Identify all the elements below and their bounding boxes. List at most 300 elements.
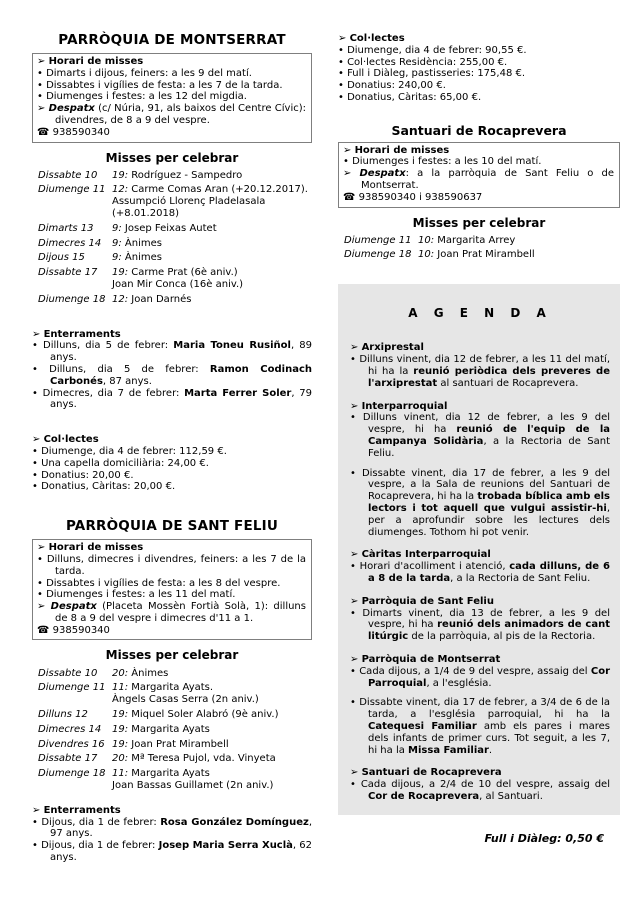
agenda-box <box>338 284 620 814</box>
bullet-line <box>32 340 312 364</box>
bullet-icon: • <box>338 68 348 80</box>
text-segment: Cada dijous, a 1/4 de 9 del vespre, assaig del <box>359 665 591 677</box>
text-segment: , 87 anys. <box>102 375 152 387</box>
text-segment: Maria Toneu Rusiñol <box>173 340 291 352</box>
left-column <box>32 33 312 864</box>
arrow-icon: ➢ <box>350 595 362 607</box>
bullet-icon: • <box>32 457 42 469</box>
text-segment: Despatx <box>48 103 95 115</box>
mass-entry-line <box>112 252 312 264</box>
mass-row <box>38 739 312 751</box>
text-segment: Horari de misses <box>48 542 144 554</box>
text-segment: Cor Parroquial <box>368 665 610 689</box>
rocaprevera-masses-table <box>338 235 620 262</box>
mass-entry <box>418 249 620 261</box>
text-segment: (Placeta Mossèn Fortià Solà, 1): dilluns de 8 a 9 del vespre i dimecres d'11 a 1. <box>55 601 306 624</box>
text-segment: 19: <box>112 709 129 721</box>
text-segment: Ànimes <box>121 237 162 249</box>
mass-entry-line <box>112 682 312 694</box>
bullet-line <box>32 840 312 864</box>
heading-line <box>37 56 306 68</box>
rocaprevera-hours-box <box>338 142 620 208</box>
bulletin-price-footer: Full i Diàleg: 0,50 € <box>484 831 604 845</box>
bullet-line <box>338 68 620 80</box>
mass-entry-line <box>112 694 312 706</box>
heading-line <box>37 542 306 554</box>
bullet-icon: • <box>350 354 360 366</box>
text-segment: 10: <box>418 234 435 246</box>
mass-entry <box>112 724 312 736</box>
text-segment: 11: <box>112 682 129 694</box>
text-segment: Parròquia de Montserrat <box>361 653 501 665</box>
bullet-line <box>350 608 610 643</box>
bullet-icon: • <box>350 697 360 709</box>
bullet-icon: • <box>37 67 47 79</box>
bullet-icon: • <box>32 840 42 852</box>
text-segment: Col·lectes <box>349 33 405 44</box>
bullet-line <box>338 80 620 92</box>
bullet-icon: • <box>343 156 353 168</box>
mass-entry <box>112 753 312 765</box>
bullet-line <box>338 45 620 57</box>
text-segment: (+8.01.2018) <box>112 208 180 220</box>
text-segment: Joan Bassas Guillamet (2n aniv.) <box>112 780 274 792</box>
bullet-icon: • <box>338 56 348 68</box>
mass-row <box>38 753 312 765</box>
mass-day: Dimarts 13 <box>38 222 94 234</box>
mass-entry <box>112 709 312 721</box>
montserrat-masses-heading: Misses per celebrar <box>105 150 239 165</box>
text-segment: , a l'església. <box>426 677 492 689</box>
text-segment: Carme Prat (6è aniv.) <box>128 267 238 279</box>
bullet-icon: • <box>32 446 42 457</box>
text-segment: Ànimes <box>121 252 162 264</box>
mass-row <box>38 223 312 235</box>
mass-entry <box>112 252 312 264</box>
text-segment: Diumenges i festes: a les 11 del matí. <box>46 589 236 601</box>
bullet-line <box>350 697 610 756</box>
text-segment: amb els pares i mares dels infants de primer curs. Tot seguit, a les 7, hi ha la <box>368 720 610 756</box>
arrow-icon: ➢ <box>343 144 355 156</box>
text-segment: Joan Prat Mirambell <box>128 738 229 750</box>
text-segment: (c/ Núria, 91, als baixos del Centre Cívic): divendres, de 8 a 9 del vespre. <box>55 103 307 126</box>
mass-entry <box>112 668 312 680</box>
arrow-icon: ➢ <box>37 55 49 67</box>
rocaprevera-title: Santuari de Rocaprevera <box>391 122 567 138</box>
montserrat-title: PARRÒQUIA DE MONTSERRAT <box>58 32 286 48</box>
mass-entry <box>112 682 312 706</box>
bullet-icon: • <box>32 469 42 481</box>
bullet-line <box>350 666 610 690</box>
text-segment: de la parròquia, al pis de la Rectoria. <box>408 631 596 643</box>
bullet-line <box>37 578 306 590</box>
agenda-section <box>350 549 610 584</box>
agenda-section <box>350 342 610 389</box>
mass-entry <box>112 223 312 235</box>
text-segment: Donatius: 240,00 €. <box>347 80 446 92</box>
mass-day: Dissabte 17 <box>38 267 98 279</box>
bullet-icon: • <box>37 79 47 91</box>
text-segment: Dissabte vinent, dia 17 de febrer, a 3/4 de 6 de la tarda, a l'església parroquial, hi ha la <box>359 697 610 721</box>
bullet-icon: • <box>338 80 348 92</box>
montserrat-masses-table <box>32 170 312 306</box>
mass-row <box>344 249 620 261</box>
mass-entry-line <box>112 208 312 220</box>
mass-row <box>38 170 312 182</box>
bullet-line <box>350 412 610 459</box>
montserrat-collectes-section <box>32 434 312 493</box>
text-segment: Carme Comas Aran (+20.12.2017). <box>128 184 308 196</box>
bullet-line <box>37 589 306 601</box>
bullet-line <box>37 68 306 80</box>
phone-icon: ☎ <box>37 126 53 138</box>
text-segment: Dissabtes i vigílies de festa: a les 7 de la tarda. <box>46 79 283 91</box>
santfeliu-collectes-section <box>338 33 620 104</box>
text-segment: , al Santuari. <box>479 790 543 802</box>
heading-line <box>37 601 306 625</box>
mass-entry-line <box>112 184 312 196</box>
text-segment: Dimarts vinent, dia 13 de febrer, a les 9 del vespre, hi ha <box>362 607 610 631</box>
mass-entry-line <box>112 668 312 680</box>
mass-day: Diumenge 18 <box>38 768 106 780</box>
text-segment: 938590340 i 938590637 <box>358 191 483 203</box>
mass-day: Dilluns 12 <box>38 709 88 721</box>
text-segment: Josep Feixas Autet <box>121 222 217 234</box>
text-segment: , 89 anys. <box>50 340 313 364</box>
text-segment: 11: <box>112 768 129 780</box>
bullet-line <box>32 364 312 388</box>
text-segment: 938590340 <box>52 624 110 636</box>
santfeliu-masses-heading: Misses per celebrar <box>105 648 239 663</box>
text-segment: Marta Ferrer Soler <box>184 387 292 399</box>
arrow-icon: ➢ <box>32 804 44 816</box>
text-segment: , 97 anys. <box>50 816 313 840</box>
text-segment: Diumenge, dia 4 de febrer: 112,59 €. <box>41 446 227 457</box>
right-column <box>338 33 620 864</box>
text-segment: 9: <box>112 237 122 249</box>
mass-row <box>38 184 312 219</box>
text-segment: cada dilluns, de 6 a 8 de la tarda <box>368 561 611 584</box>
agenda-title: A G E N D A <box>408 306 552 321</box>
bullet-line <box>32 817 312 841</box>
mass-day: Diumenge 11 <box>344 234 412 246</box>
arrow-icon: ➢ <box>350 342 362 354</box>
text-segment: Dilluns, dia 5 de febrer: <box>49 364 210 376</box>
bullet-line <box>350 561 610 585</box>
text-segment: Miquel Soler Alabró (9è aniv.) <box>128 709 279 721</box>
bullet-line <box>37 91 306 103</box>
mass-entry <box>112 170 312 182</box>
text-segment: Dilluns, dia 5 de febrer: <box>43 340 174 352</box>
bullet-icon: • <box>32 481 42 493</box>
text-segment: 9: <box>112 252 122 264</box>
text-segment: Margarita Ayats. <box>128 682 214 694</box>
text-segment: Horari d'acolliment i atenció, <box>359 561 510 573</box>
text-segment: trobada bíblica amb els lectors i tot aquell que vulgui assistir-hi <box>368 491 611 514</box>
mass-row <box>344 235 620 247</box>
bullet-line <box>32 458 312 470</box>
text-segment: Arxiprestal <box>361 342 424 354</box>
mass-entry <box>112 739 312 751</box>
mass-entry-line <box>112 780 312 792</box>
heading-line <box>350 596 610 608</box>
mass-day: Divendres 16 <box>38 738 105 750</box>
mass-entry <box>112 267 312 291</box>
text-segment: Catequesi Familiar <box>368 720 477 732</box>
text-segment: Dissabte vinent, dia 17 de febrer, a les 9 del vespre, a la Sala de reunions del Santuari de Rocaprevera, hi ha la <box>361 467 611 503</box>
text-segment: Enterraments <box>43 804 121 816</box>
mass-row <box>38 724 312 736</box>
mass-entry <box>112 184 312 219</box>
bullet-line <box>350 468 610 539</box>
bullet-icon: • <box>32 387 43 399</box>
arrow-icon: ➢ <box>338 33 350 44</box>
bullet-icon: • <box>350 467 362 479</box>
text-segment: . <box>488 744 493 756</box>
mass-entry-line <box>112 724 312 736</box>
mass-entry-line <box>112 279 312 291</box>
heading-line <box>350 342 610 354</box>
arrow-icon: ➢ <box>350 767 362 779</box>
text-segment: Joan Mir Conca (16è aniv.) <box>112 279 244 291</box>
bullet-icon: • <box>350 607 363 619</box>
phone-icon: ☎ <box>37 624 53 636</box>
mass-entry-line <box>112 223 312 235</box>
text-segment: 20: <box>112 753 129 765</box>
bullet-icon: • <box>338 91 348 103</box>
text-segment: reunió de l'equip de la Campanya Solidària <box>368 424 611 447</box>
text-segment: Ramon Codinach Carbonés <box>50 364 312 387</box>
mass-day: Dissabte 10 <box>38 169 98 181</box>
text-segment: Dimarts i dijous, feiners: a les 9 del matí. <box>46 67 252 79</box>
text-segment: 9: <box>112 222 122 234</box>
mass-entry-line <box>418 249 620 261</box>
bullet-icon: • <box>32 364 50 376</box>
bullet-icon: • <box>37 91 47 103</box>
text-segment: Horari de misses <box>354 144 450 156</box>
text-segment: Horari de misses <box>48 55 144 67</box>
arrow-icon: ➢ <box>32 328 44 340</box>
text-segment: 12: <box>112 293 129 305</box>
text-segment: , 62 anys. <box>50 840 313 863</box>
santfeliu-masses-table <box>32 668 312 792</box>
text-segment: Diumenges i festes: a les 12 del migdia. <box>46 91 247 103</box>
arrow-icon: ➢ <box>350 653 362 665</box>
arrow-icon: ➢ <box>37 103 49 115</box>
mass-day: Dissabte 10 <box>38 667 98 679</box>
mass-entry-line <box>418 235 620 247</box>
text-segment: , per a aprofundir sobre les lectures dels diumenges. Tothom hi pot venir. <box>368 502 610 538</box>
text-segment: Rodríguez - Sampedro <box>128 169 243 181</box>
mass-row <box>38 238 312 250</box>
text-segment: 12: <box>112 184 129 196</box>
agenda-section <box>350 654 610 756</box>
bullet-icon: • <box>32 816 42 828</box>
mass-entry-line <box>112 739 312 751</box>
bullet-icon: • <box>350 412 363 424</box>
text-segment: Parròquia de Sant Feliu <box>361 595 494 607</box>
mass-row <box>38 768 312 792</box>
heading-line <box>343 168 614 192</box>
phone-line <box>37 625 306 637</box>
mass-row <box>38 709 312 721</box>
mass-row <box>38 252 312 264</box>
mass-day: Dissabte 17 <box>38 753 98 765</box>
bullet-line <box>350 354 610 389</box>
bullet-line <box>37 554 306 578</box>
mass-row <box>38 294 312 306</box>
text-segment: , a la Rectoria de Sant Feliu. <box>450 572 591 584</box>
text-segment: Dijous, dia 1 de febrer: <box>41 840 159 852</box>
text-segment: Josep Maria Serra Xuclà <box>158 840 293 852</box>
arrow-icon: ➢ <box>350 400 362 412</box>
text-segment: Mª Teresa Pujol, vda. Vinyeta <box>128 753 276 765</box>
phone-line <box>37 127 306 139</box>
arrow-icon: ➢ <box>32 434 44 446</box>
text-segment: Missa Familiar <box>408 744 489 756</box>
text-segment: Dilluns, dimecres i divendres, feiners: a les 7 de la tarda. <box>46 553 307 577</box>
text-segment: 19: <box>112 169 129 181</box>
mass-day: Dimecres 14 <box>38 723 102 735</box>
text-segment: Full i Diàleg, pastisseries: 175,48 €. <box>347 68 526 80</box>
heading-line <box>338 33 620 45</box>
heading-line <box>350 654 610 666</box>
text-segment: Despatx <box>359 168 406 180</box>
mass-day: Diumenge 18 <box>344 249 412 261</box>
agenda-section <box>350 767 610 802</box>
mass-row <box>38 267 312 291</box>
phone-icon: ☎ <box>343 191 359 203</box>
montserrat-enterraments-section <box>32 329 312 412</box>
text-segment: Diumenge, dia 4 de febrer: 90,55 €. <box>347 44 527 56</box>
heading-line <box>37 103 306 127</box>
bullet-line <box>37 80 306 92</box>
text-segment: reunió dels animadors de cant litúrgic <box>368 619 611 643</box>
bullet-line <box>350 779 610 803</box>
mass-entry-line <box>112 294 312 306</box>
heading-line <box>32 329 312 341</box>
text-segment: al santuari de Rocaprevera. <box>437 377 579 389</box>
mass-entry <box>418 235 620 247</box>
arrow-icon: ➢ <box>37 542 49 554</box>
heading-line <box>350 549 610 561</box>
text-segment: Margarita Arrey <box>434 234 516 246</box>
text-segment: , a la Rectoria de Sant Feliu. <box>368 436 610 459</box>
agenda-section <box>350 401 610 539</box>
bullet-icon: • <box>32 340 44 352</box>
text-segment: Càritas Interparroquial <box>361 549 491 561</box>
text-segment: Donatius: 20,00 €. <box>41 469 134 481</box>
bullet-icon: • <box>37 589 47 601</box>
arrow-icon: ➢ <box>37 601 51 613</box>
text-segment: Joan Darnés <box>128 293 192 305</box>
text-segment: 19: <box>112 723 129 735</box>
text-segment: Joan Prat Mirambell <box>434 249 535 261</box>
text-segment: Dimecres, dia 7 de febrer: <box>42 387 185 399</box>
text-segment: 938590340 <box>52 126 110 138</box>
text-segment: , 79 anys. <box>50 387 312 411</box>
mass-day: Dijous 15 <box>38 252 85 264</box>
text-segment: Cada dijous, a 2/4 de 10 del vespre, assaig del <box>360 779 610 791</box>
bullet-line <box>32 446 312 458</box>
text-segment: 10: <box>418 249 435 261</box>
heading-line <box>32 805 312 817</box>
text-segment: Despatx <box>50 601 97 613</box>
mass-entry-line <box>112 768 312 780</box>
santfeliu-title: PARRÒQUIA DE SANT FELIU <box>65 518 279 535</box>
text-segment: Rosa González Domínguez <box>160 816 309 828</box>
bullet-icon: • <box>350 665 360 677</box>
text-segment: Una capella domiciliària: 24,00 €. <box>41 457 209 469</box>
rocaprevera-masses-heading: Misses per celebrar <box>412 215 546 230</box>
text-segment: Col·lectes Residència: 255,00 €. <box>347 56 508 68</box>
phone-line <box>343 192 614 204</box>
mass-entry-line <box>112 709 312 721</box>
text-segment: : a la parròquia de Sant Feliu o de Montserrat. <box>361 168 614 191</box>
mass-entry <box>112 294 312 306</box>
arrow-icon: ➢ <box>343 168 360 180</box>
mass-entry-line <box>112 753 312 765</box>
bullet-line <box>343 156 614 168</box>
mass-day: Diumenge 11 <box>38 682 106 694</box>
mass-day: Diumenge 18 <box>38 293 106 305</box>
mass-row <box>38 682 312 706</box>
text-segment: Cor de Rocaprevera <box>368 790 480 802</box>
santfeliu-enterraments-section <box>32 805 312 864</box>
mass-entry-line <box>112 170 312 182</box>
bullet-icon: • <box>338 44 348 56</box>
text-segment: 19: <box>112 267 129 279</box>
text-segment: 20: <box>112 667 129 679</box>
montserrat-hours-box <box>32 53 312 143</box>
agenda-sections <box>350 342 610 802</box>
text-segment: Santuari de Rocaprevera <box>361 767 502 779</box>
santfeliu-hours-box <box>32 539 312 640</box>
mass-entry-line <box>112 196 312 208</box>
mass-entry <box>112 768 312 792</box>
text-segment: 19: <box>112 738 129 750</box>
mass-entry-line <box>112 267 312 279</box>
mass-row <box>38 668 312 680</box>
bullet-icon: • <box>37 577 47 589</box>
text-segment: Margarita Ayats <box>128 768 210 780</box>
text-segment: Margarita Ayats <box>128 723 210 735</box>
text-segment: Dissabtes i vigílies de festa: a les 8 del vespre. <box>46 577 281 589</box>
arrow-icon: ➢ <box>350 549 362 561</box>
text-segment: Dilluns vinent, dia 12 de febrer, a les 11 del matí, hi ha la <box>359 354 610 378</box>
text-segment: Assumpció Llorenç Pladelasala <box>112 196 266 208</box>
bullet-icon: • <box>350 779 361 791</box>
text-segment: Col·lectes <box>43 434 99 446</box>
heading-line <box>343 145 614 157</box>
mass-day: Diumenge 11 <box>38 184 106 196</box>
two-column-layout <box>32 33 620 864</box>
heading-line <box>350 767 610 779</box>
bullet-line <box>338 92 620 104</box>
agenda-section <box>350 596 610 643</box>
mass-entry <box>112 238 312 250</box>
text-segment: reunió periòdica dels preveres de l'arxiprestat <box>368 366 610 389</box>
text-segment: Ànimes <box>128 667 169 679</box>
mass-entry-line <box>112 238 312 250</box>
text-segment: Interparroquial <box>361 400 448 412</box>
bullet-line <box>338 57 620 69</box>
text-segment: Dijous, dia 1 de febrer: <box>41 816 161 828</box>
heading-line <box>32 434 312 446</box>
bullet-icon: • <box>37 553 47 565</box>
bullet-line <box>32 388 312 412</box>
heading-line <box>350 401 610 413</box>
